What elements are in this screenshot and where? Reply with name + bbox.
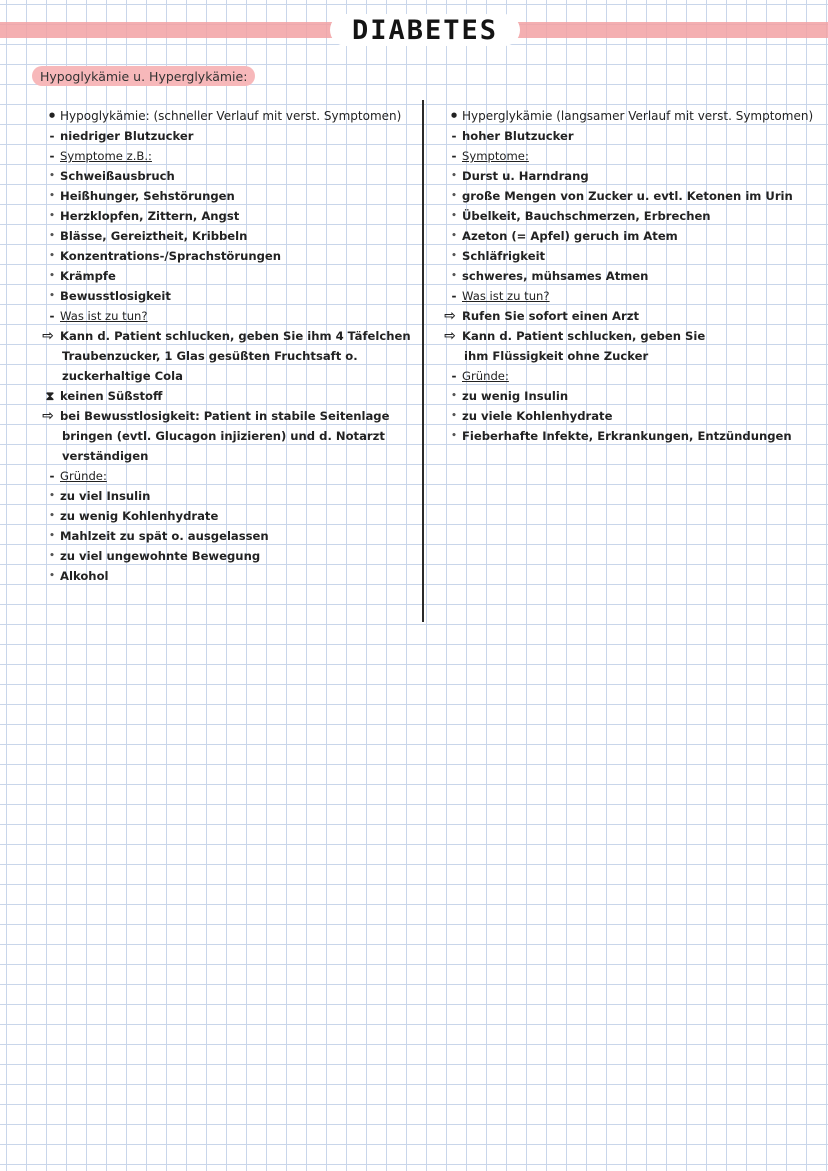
note-line [44,246,414,266]
note-text: hoher Blutzucker [462,129,574,143]
dash-icon: - [451,129,457,143]
note-text: Fieberhafte Infekte, Erkrankungen, Entzündungen [462,429,792,443]
note-text: Rufen Sie sofort einen Arzt [462,309,639,323]
note-text: Krämpfe [60,269,116,283]
note-text: Azeton (= Apfel) geruch im Atem [462,229,678,243]
note-text: bringen (evtl. Glucagon injizieren) und d. Notarzt [62,429,385,443]
dot-bullet-icon: • [451,391,457,401]
note-text: Kann d. Patient schlucken, geben Sie [462,329,706,343]
note-line [44,226,414,246]
note-line [44,126,414,146]
note-line [446,306,820,326]
column-divider [422,100,424,622]
note-line [44,286,414,306]
note-text: große Mengen von Zucker u. evtl. Ketonen im Urin [462,189,793,203]
note-text: Hypoglykämie: (schneller Verlauf mit verst. Symptomen) [60,109,402,123]
dash-icon: - [49,469,55,483]
note-line [446,326,820,346]
note-text: Alkohol [60,569,109,583]
note-text: Heißhunger, Sehstörungen [60,189,235,203]
note-line [44,506,414,526]
hypoglycemia-column [44,106,414,586]
dot-bullet-icon: • [49,191,55,201]
dash-icon: - [451,149,457,163]
note-line [44,526,414,546]
note-text: niedriger Blutzucker [60,129,194,143]
dot-bullet-icon: • [49,291,55,301]
dot-bullet-icon: • [451,191,457,201]
dash-icon: - [451,369,457,383]
note-text: Blässe, Gereiztheit, Kribbeln [60,229,248,243]
note-text: Gründe: [462,369,509,383]
note-line [446,246,820,266]
note-line [44,386,414,406]
note-text: Was ist zu tun? [60,309,148,323]
note-line [446,126,820,146]
note-line [44,446,414,466]
arrow-right-icon: ⇨ [444,328,456,344]
note-line [44,166,414,186]
dash-icon: - [451,289,457,303]
arrow-right-icon: ⇨ [42,408,54,424]
section-heading [44,306,414,326]
dash-icon: - [49,309,55,323]
bullet-icon: • [449,107,459,125]
section-heading [44,466,414,486]
note-line [446,186,820,206]
dot-bullet-icon: • [451,431,457,441]
dot-bullet-icon: • [49,491,55,501]
note-line [446,106,820,126]
dot-bullet-icon: • [49,511,55,521]
note-text: Was ist zu tun? [462,289,550,303]
note-text: Konzentrations-/Sprachstörungen [60,249,281,263]
note-text: schweres, mühsames Atmen [462,269,649,283]
arrow-right-icon: ⇨ [444,308,456,324]
note-text: Übelkeit, Bauchschmerzen, Erbrechen [462,209,711,223]
dot-bullet-icon: • [451,411,457,421]
note-line [446,406,820,426]
note-line [44,366,414,386]
note-text: Gründe: [60,469,107,483]
dot-bullet-icon: • [451,251,457,261]
note-line [44,486,414,506]
glass-icon: ⧗ [45,389,55,403]
note-text: Symptome: [462,149,529,163]
note-text: Kann d. Patient schlucken, geben Sie ihm 4 Täfelchen [60,329,411,343]
note-text: zu viele Kohlenhydrate [462,409,613,423]
note-line [446,166,820,186]
note-text: Schweißausbruch [60,169,175,183]
dot-bullet-icon: • [451,211,457,221]
subtitle-highlight [32,66,255,86]
note-line [44,406,414,426]
dot-bullet-icon: • [49,551,55,561]
dot-bullet-icon: • [49,211,55,221]
note-text: Schläfrigkeit [462,249,546,263]
dash-icon: - [49,149,55,163]
dot-bullet-icon: • [49,531,55,541]
note-line [446,426,820,446]
note-line [446,346,820,366]
note-line [44,106,414,126]
title-label [330,14,520,46]
section-heading [446,366,820,386]
note-line [44,426,414,446]
note-text: zu wenig Insulin [462,389,569,403]
note-line [44,546,414,566]
note-text: bei Bewusstlosigkeit: Patient in stabile Seitenlage [60,409,390,423]
note-text: keinen Süßstoff [60,389,163,403]
note-line [44,266,414,286]
note-line [446,266,820,286]
dot-bullet-icon: • [49,571,55,581]
section-heading [446,146,820,166]
dot-bullet-icon: • [451,271,457,281]
note-line [446,386,820,406]
note-text: Mahlzeit zu spät o. ausgelassen [60,529,269,543]
section-heading [446,286,820,306]
dot-bullet-icon: • [451,231,457,241]
note-line [44,346,414,366]
note-text: zu wenig Kohlenhydrate [60,509,219,523]
section-subtitle: Hypoglykämie u. Hyperglykämie: [40,68,248,84]
hyperglycemia-column [446,106,820,446]
bullet-icon: • [47,107,57,125]
note-text: verständigen [62,449,149,463]
dot-bullet-icon: • [49,171,55,181]
note-line [44,566,414,586]
dot-bullet-icon: • [49,271,55,281]
note-text: zuckerhaltige Cola [62,369,183,383]
note-line [446,206,820,226]
note-text: zu viel ungewohnte Bewegung [60,549,261,563]
note-text: Symptome z.B.: [60,149,152,163]
section-heading [44,146,414,166]
note-line [44,326,414,346]
note-text: ihm Flüssigkeit ohne Zucker [464,349,649,363]
dot-bullet-icon: • [49,231,55,241]
note-text: Hyperglykämie (langsamer Verlauf mit verst. Symptomen) [462,109,814,123]
note-text: Herzklopfen, Zittern, Angst [60,209,240,223]
note-text: Bewusstlosigkeit [60,289,171,303]
arrow-right-icon: ⇨ [42,328,54,344]
dot-bullet-icon: • [451,171,457,181]
dash-icon: - [49,129,55,143]
page-title: DIABETES [351,14,499,46]
note-text: Traubenzucker, 1 Glas gesüßten Fruchtsaft o. [62,349,358,363]
note-line [44,206,414,226]
note-text: Durst u. Harndrang [462,169,589,183]
note-text: zu viel Insulin [60,489,151,503]
note-line [44,186,414,206]
dot-bullet-icon: • [49,251,55,261]
note-line [446,226,820,246]
